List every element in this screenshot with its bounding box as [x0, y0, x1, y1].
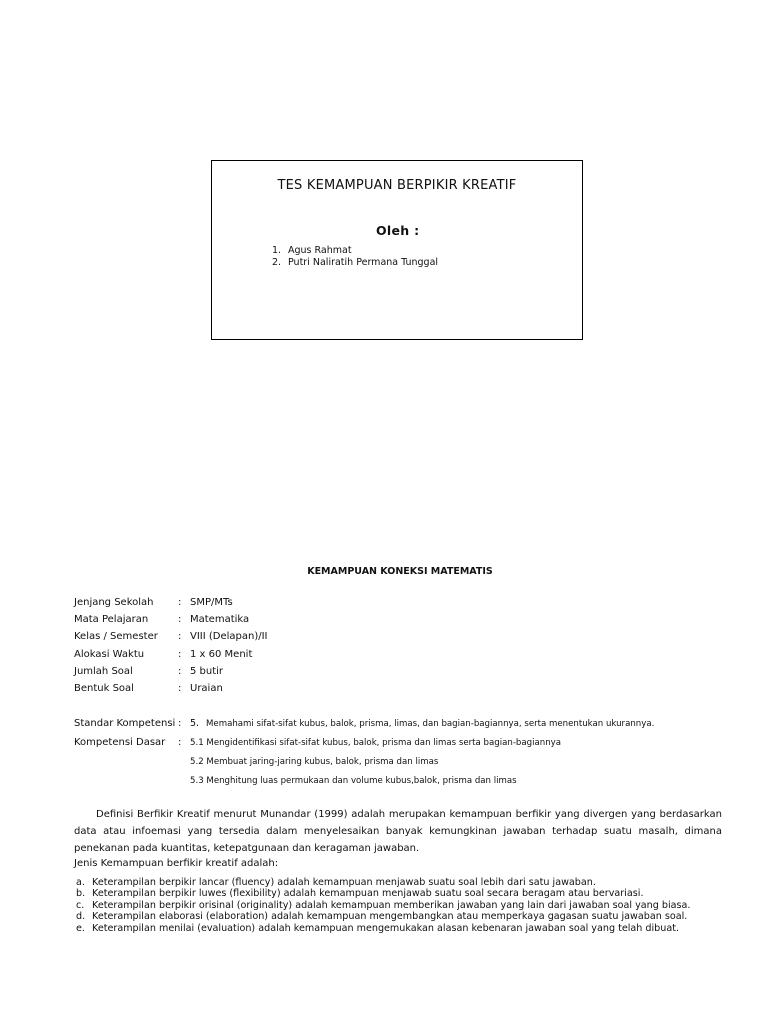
meta-row [74, 663, 268, 680]
kompetensi-dasar-row [74, 771, 654, 790]
author-number: 1. [272, 245, 282, 256]
types-list [76, 877, 736, 934]
list-letter: a. [76, 877, 85, 888]
cover-title: TES KEMAMPUAN BERPIKIR KREATIF [277, 178, 517, 193]
list-letter: c. [76, 899, 85, 911]
meta-label: Mata Pelajaran [74, 614, 149, 626]
list-text: Keterampilan elaborasi (elaboration) adalah kemampuan mengembangkan atau memperkaya gagasan suatu jawaban soal. [92, 911, 688, 923]
meta-row [74, 594, 268, 611]
author-name: Putri Naliratih Permana Tunggal [288, 257, 439, 268]
meta-value: 5 butir [190, 665, 224, 677]
meta-label: Kelas / Semester [74, 631, 158, 643]
list-letter: b. [76, 888, 86, 900]
list-item [76, 900, 736, 911]
meta-value: VIII (Delapan)/II [190, 631, 268, 643]
list-text: Keterampilan berpikir luwes (flexibility) adalah kemampuan menjawab suatu soal secara beragam atau bervariasi. [92, 888, 644, 900]
kompetensi-item: 5.2 Membuat jaring-jaring kubus, balok, prisma dan limas [190, 756, 439, 767]
list-item [76, 923, 736, 934]
section-heading: KEMAMPUAN KONEKSI MATEMATIS [307, 566, 493, 577]
list-text: Keterampilan berpikir orisinal (originality) adalah kemampuan memberikan jawaban yang lain dari jawaban soal yang biasa. [92, 899, 691, 911]
meta-value: Matematika [190, 614, 250, 626]
meta-value: Uraian [190, 683, 223, 695]
standar-colon: : [178, 718, 182, 729]
cover-box [211, 160, 583, 340]
meta-row [74, 628, 268, 645]
meta-label: Alokasi Waktu [74, 648, 145, 660]
meta-colon: : [178, 631, 182, 643]
standar-text: Memahami sifat-sifat kubus, balok, prisma, limas, dan bagian-bagiannya, serta menentukan ukurannya. [206, 719, 655, 729]
jenis-intro: Jenis Kemampuan berfikir kreatif adalah: [74, 858, 279, 869]
kompetensi-item: 5.3 Menghitung luas permukaan dan volume kubus,balok, prisma dan limas [190, 775, 517, 786]
standar-label: Standar Kompetensi [74, 718, 176, 729]
cover-oleh: Oleh : [376, 223, 420, 238]
kompetensi-dasar-row [74, 752, 654, 771]
list-text: Keterampilan menilai (evaluation) adalah kemampuan mengemukakan alasan kebenaran jawaban soal yang telah dibuat. [92, 922, 680, 934]
author-list [272, 245, 438, 269]
meta-colon: : [178, 648, 182, 660]
list-item [76, 888, 736, 899]
author-item [272, 257, 438, 269]
meta-colon: : [178, 597, 182, 609]
meta-label: Jenjang Sekolah [74, 597, 154, 609]
author-number: 2. [272, 257, 282, 268]
list-item [76, 911, 736, 922]
kompetensi-label: Kompetensi Dasar [74, 737, 166, 748]
standar-number: 5. [190, 718, 200, 729]
list-text: Keterampilan berpikir lancar (fluency) adalah kemampuan menjawab suatu soal lebih dari satu jawaban. [92, 877, 596, 888]
meta-row [74, 680, 268, 697]
definition-paragraph: Definisi Berfikir Kreatif menurut Munandar (1999) adalah merupakan kemampuan berfikir yang divergen yang berdasarkan data atau infoemasi yang tersedia dalam menyelesaikan banyak kemungkinan jawaban terhadap suatu masalh, dimana penekanan pada kuantitas, ketepatgunaan dan keragaman jawaban. [74, 809, 722, 854]
meta-label: Jumlah Soal [74, 665, 133, 677]
standar-value [190, 718, 654, 729]
meta-table [74, 594, 268, 697]
meta-value: SMP/MTs [190, 597, 233, 609]
author-item [272, 245, 438, 257]
meta-colon: : [178, 665, 182, 677]
competency-table [74, 714, 654, 790]
meta-colon: : [178, 683, 182, 695]
list-letter: d. [76, 911, 86, 923]
meta-value: 1 x 60 Menit [190, 648, 253, 660]
meta-row [74, 646, 268, 663]
list-letter: e. [76, 922, 85, 934]
kompetensi-dasar-row [74, 733, 654, 752]
meta-label: Bentuk Soal [74, 683, 134, 695]
meta-row [74, 611, 268, 628]
kompetensi-item: 5.1 Mengidentifikasi sifat-sifat kubus, balok, prisma dan limas serta bagian-bagiannya [190, 737, 561, 748]
meta-colon: : [178, 614, 182, 626]
kompetensi-colon: : [178, 737, 182, 748]
author-name: Agus Rahmat [288, 245, 352, 256]
standar-kompetensi-row [74, 714, 654, 733]
list-item [76, 877, 736, 888]
